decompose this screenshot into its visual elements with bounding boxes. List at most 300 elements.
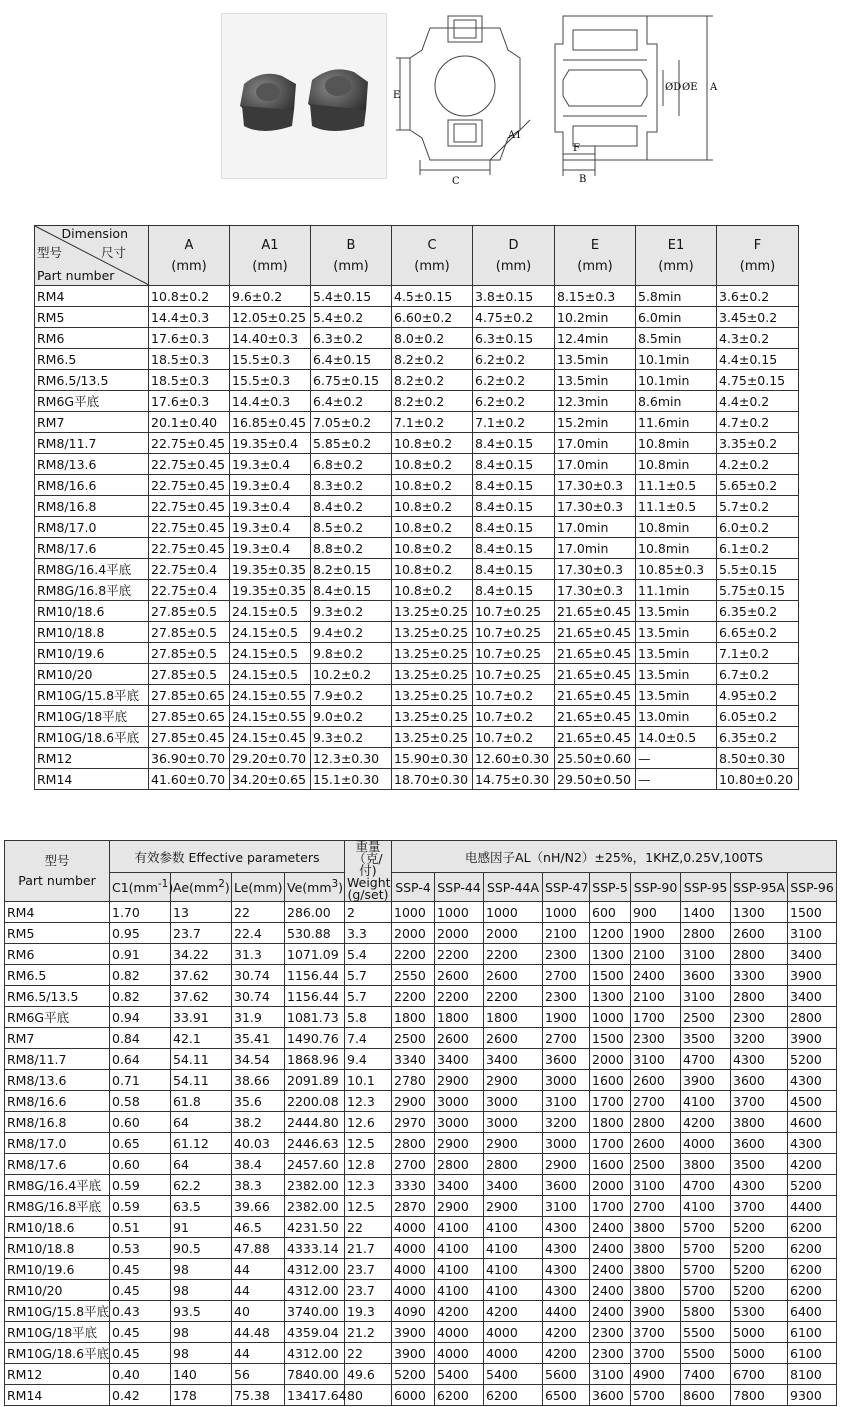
param-cell: 4200: [543, 1322, 590, 1343]
param-cell: 1300: [590, 986, 631, 1007]
param-cell: 4100: [484, 1217, 543, 1238]
dimension-cell: 6.2±0.2: [473, 349, 555, 370]
dimension-cell: 6.0min: [636, 307, 717, 328]
dimension-cell: 8.5±0.2: [311, 517, 392, 538]
dimension-cell: 17.30±0.3: [555, 559, 636, 580]
dimension-cell: 10.8min: [636, 433, 717, 454]
dim-col-unit: (mm): [333, 258, 369, 274]
param-cell: 13: [171, 902, 232, 923]
param-cell: 2444.80: [285, 1112, 345, 1133]
param-cell: 0.60: [110, 1112, 171, 1133]
param-cell: 2600: [631, 1133, 681, 1154]
param-cell: 0.51: [110, 1217, 171, 1238]
dimension-cell: 11.1min: [636, 580, 717, 601]
table-row: [5, 1364, 837, 1385]
dimension-cell: 24.15±0.55: [230, 685, 311, 706]
param-cell: 3600: [731, 1070, 788, 1091]
dim-col-letter: F: [753, 237, 762, 253]
dim-col-letter: A1: [261, 237, 279, 253]
table-row: [35, 328, 799, 349]
param-cell: 3330: [392, 1175, 435, 1196]
table-row: [5, 944, 837, 965]
part-number-cell: RM10/19.6: [5, 1259, 110, 1280]
param-cell: 49.6: [345, 1364, 392, 1385]
param-cell: 0.82: [110, 986, 171, 1007]
c1-header: [110, 873, 174, 902]
ve-label: Ve(mm: [287, 880, 332, 896]
table-row: [5, 965, 837, 986]
param-cell: 3340: [392, 1049, 435, 1070]
param-cell: 1800: [590, 1112, 631, 1133]
label-e: E: [393, 90, 401, 101]
size-cn-label: 尺寸: [100, 245, 126, 260]
dimension-cell: 4.5±0.15: [392, 286, 473, 307]
dimension-cell: 10.85±0.3: [636, 559, 717, 580]
dimension-cell: 17.0min: [555, 538, 636, 559]
param-cell: 0.42: [110, 1385, 171, 1406]
dimension-cell: 14.40±0.3: [230, 328, 311, 349]
param-cell: 4231.50: [285, 1217, 345, 1238]
param-cell: 98: [171, 1322, 232, 1343]
param-cell: 12.6: [345, 1112, 392, 1133]
param-cell: 5.7: [345, 986, 392, 1007]
param-cell: 2200: [392, 986, 435, 1007]
param-cell: 1500: [788, 902, 837, 923]
dim-col-unit: (mm): [577, 258, 613, 274]
param-cell: 3100: [631, 1175, 681, 1196]
part-number-cell: RM10/18.8: [5, 1238, 110, 1259]
param-cell: 44: [232, 1280, 285, 1301]
dimension-cell: 8.4±0.15: [473, 454, 555, 475]
param-cell: 2400: [590, 1280, 631, 1301]
dimension-cell: 21.65±0.45: [555, 601, 636, 622]
dimension-cell: 7.1±0.2: [392, 412, 473, 433]
param-cell: 75.38: [232, 1385, 285, 1406]
param-cell: 2446.63: [285, 1133, 345, 1154]
param-cell: 2900: [484, 1070, 543, 1091]
dimension-cell: 6.60±0.2: [392, 307, 473, 328]
param-cell: 4312.00: [285, 1343, 345, 1364]
dimension-cell: 5.8min: [636, 286, 717, 307]
table-row: [35, 433, 799, 454]
dimension-cell: 22.75±0.45: [149, 433, 230, 454]
dim-col-header: [392, 226, 473, 286]
param-cell: 4300: [788, 1133, 837, 1154]
param-cell: 3000: [484, 1112, 543, 1133]
dimension-cell: 21.65±0.45: [555, 706, 636, 727]
dimension-cell: 6.3±0.2: [311, 328, 392, 349]
param-cell: 3740.00: [285, 1301, 345, 1322]
param-cell: 2400: [590, 1217, 631, 1238]
part-number-cell: RM10G/18.6平底: [35, 727, 149, 748]
param-cell: 1700: [590, 1091, 631, 1112]
param-cell: 3900: [681, 1070, 731, 1091]
param-cell: 2500: [631, 1154, 681, 1175]
part-number-cell: RM10/20: [35, 664, 149, 685]
param-cell: 6500: [543, 1385, 590, 1406]
dimension-cell: 8.50±0.30: [717, 748, 799, 769]
param-cell: 7840.00: [285, 1364, 345, 1385]
param-cell: 9.4: [345, 1049, 392, 1070]
dimension-cell: 6.3±0.15: [473, 328, 555, 349]
param-cell: 1600: [590, 1070, 631, 1091]
dimension-cell: 17.6±0.3: [149, 391, 230, 412]
dimension-cell: 8.2±0.2: [392, 370, 473, 391]
param-cell: 2870: [392, 1196, 435, 1217]
dimension-cell: 13.25±0.25: [392, 706, 473, 727]
param-cell: 39.66: [232, 1196, 285, 1217]
param-cell: 33.91: [171, 1007, 232, 1028]
param-cell: 4200: [788, 1154, 837, 1175]
dimension-cell: 4.2±0.2: [717, 454, 799, 475]
param-cell: 4359.04: [285, 1322, 345, 1343]
part-number-cell: RM10/18.6: [5, 1217, 110, 1238]
param-cell: 22.4: [232, 923, 285, 944]
param-cell: 1900: [631, 923, 681, 944]
param-cell: 2300: [590, 1322, 631, 1343]
param-cell: 5400: [484, 1364, 543, 1385]
dimension-cell: 19.3±0.4: [230, 517, 311, 538]
table-row: [35, 727, 799, 748]
table-row: [5, 1238, 837, 1259]
param-cell: 2600: [731, 923, 788, 944]
param-cell: 1800: [484, 1007, 543, 1028]
param-cell: 10.1: [345, 1070, 392, 1091]
param-cell: 23.7: [345, 1259, 392, 1280]
param-cell: 2400: [590, 1238, 631, 1259]
dimension-cell: 10.8min: [636, 454, 717, 475]
part-number-cell: RM7: [5, 1028, 110, 1049]
param-cell: 5200: [731, 1238, 788, 1259]
dimension-cell: 14.4±0.3: [230, 391, 311, 412]
label-c: C: [452, 176, 460, 187]
param-cell: 6000: [392, 1385, 435, 1406]
dim-col-unit: (mm): [252, 258, 288, 274]
param-cell: 3600: [681, 965, 731, 986]
param-cell: 21.2: [345, 1322, 392, 1343]
ae-header: [171, 873, 232, 902]
part-number-cell: RM6: [5, 944, 110, 965]
param-cell: 3900: [788, 1028, 837, 1049]
param-cell: 4300: [543, 1217, 590, 1238]
param-cell: 7400: [681, 1364, 731, 1385]
param-cell: 286.00: [285, 902, 345, 923]
param-cell: 600: [590, 902, 631, 923]
table-row: [35, 538, 799, 559]
param-cell: 12.8: [345, 1154, 392, 1175]
table-row: [5, 1070, 837, 1091]
param-cell: 2800: [392, 1133, 435, 1154]
param-cell: 1000: [590, 1007, 631, 1028]
param-cell: 3000: [435, 1112, 484, 1133]
al-col-header: SSP-95A: [731, 873, 788, 902]
al-col-header: SSP-44A: [484, 873, 543, 902]
top-view-drawing: [390, 10, 540, 188]
param-cell: 34.22: [171, 944, 232, 965]
param-cell: 4000: [392, 1280, 435, 1301]
param-cell: 2200: [392, 944, 435, 965]
param-cell: 4300: [543, 1280, 590, 1301]
param-cell: 2700: [543, 1028, 590, 1049]
dimension-cell: 10.2min: [555, 307, 636, 328]
part-number-cell: RM6.5: [5, 965, 110, 986]
param-cell: 4312.00: [285, 1259, 345, 1280]
param-cell: 2800: [484, 1154, 543, 1175]
param-cell: 31.3: [232, 944, 285, 965]
dimension-cell: 10.8min: [636, 538, 717, 559]
dimension-cell: 13.5min: [636, 601, 717, 622]
param-cell: 3800: [731, 1112, 788, 1133]
ve-exp: 3: [331, 878, 339, 891]
param-cell: 1400: [681, 902, 731, 923]
dimension-cell: 8.4±0.15: [473, 538, 555, 559]
param-cell: 1156.44: [285, 986, 345, 1007]
param-cell: 38.2: [232, 1112, 285, 1133]
dimension-cell: 8.6min: [636, 391, 717, 412]
param-cell: 3600: [590, 1385, 631, 1406]
weight-unit-label: (g/set): [347, 887, 389, 902]
param-cell: 31.9: [232, 1007, 285, 1028]
param-cell: 2382.00: [285, 1175, 345, 1196]
param-cell: 3700: [631, 1343, 681, 1364]
model-header: [5, 841, 110, 902]
part-number-label: Part number: [37, 268, 115, 283]
param-cell: 0.59: [110, 1175, 171, 1196]
param-cell: 44.48: [232, 1322, 285, 1343]
dimension-cell: 13.5min: [636, 685, 717, 706]
param-cell: 3100: [681, 986, 731, 1007]
dimension-cell: 8.4±0.15: [311, 580, 392, 601]
table-row: [35, 307, 799, 328]
table-row: [5, 1385, 837, 1406]
dim-col-letter: C: [427, 237, 437, 253]
table-row: [35, 685, 799, 706]
part-number-cell: RM4: [5, 902, 110, 923]
table-row: [5, 1217, 837, 1238]
param-cell: 42.1: [171, 1028, 232, 1049]
param-cell: 6200: [788, 1280, 837, 1301]
al-col-header: SSP-5: [590, 873, 631, 902]
dimension-cell: 5.75±0.15: [717, 580, 799, 601]
dimension-cell: 6.05±0.2: [717, 706, 799, 727]
param-cell: 2780: [392, 1070, 435, 1091]
dim-col-header: [555, 226, 636, 286]
dimension-cell: 24.15±0.5: [230, 643, 311, 664]
label-e-dia: ØE: [682, 82, 698, 93]
param-cell: 3100: [590, 1364, 631, 1385]
part-number-cell: RM8/16.6: [35, 475, 149, 496]
table-row: [35, 475, 799, 496]
part-number-cell: RM6.5/13.5: [5, 986, 110, 1007]
dimension-cell: 19.3±0.4: [230, 475, 311, 496]
dimension-cell: 4.7±0.2: [717, 412, 799, 433]
dimension-cell: 17.30±0.3: [555, 475, 636, 496]
label-a1: A1: [508, 130, 522, 141]
dimension-cell: 6.35±0.2: [717, 727, 799, 748]
param-cell: 2800: [631, 1112, 681, 1133]
param-cell: 2800: [731, 944, 788, 965]
param-cell: 3900: [631, 1301, 681, 1322]
dimension-cell: 13.25±0.25: [392, 622, 473, 643]
dimension-cell: 19.35±0.35: [230, 580, 311, 601]
param-cell: 2400: [631, 965, 681, 986]
dimension-cell: 12.3±0.30: [311, 748, 392, 769]
param-cell: 5200: [788, 1049, 837, 1070]
param-cell: 1490.76: [285, 1028, 345, 1049]
param-cell: 3500: [681, 1028, 731, 1049]
param-cell: 3800: [631, 1238, 681, 1259]
table-row: [35, 454, 799, 475]
param-cell: 0.94: [110, 1007, 171, 1028]
param-cell: 5700: [681, 1217, 731, 1238]
dimension-cell: 19.3±0.4: [230, 496, 311, 517]
param-cell: 2700: [392, 1154, 435, 1175]
param-cell: 0.40: [110, 1364, 171, 1385]
dimension-cell: 21.65±0.45: [555, 727, 636, 748]
dimension-cell: 9.0±0.2: [311, 706, 392, 727]
param-cell: 47.88: [232, 1238, 285, 1259]
weight-en-label: Weight: [347, 875, 391, 890]
part-number-cell: RM8G/16.4平底: [35, 559, 149, 580]
dimension-cell: 6.2±0.2: [473, 391, 555, 412]
al-col-header: SSP-4: [392, 873, 435, 902]
dimension-cell: 27.85±0.5: [149, 643, 230, 664]
param-cell: 6100: [788, 1322, 837, 1343]
label-b: B: [579, 174, 587, 185]
part-number-cell: RM10G/18.6平底: [5, 1343, 110, 1364]
param-cell: 4300: [543, 1238, 590, 1259]
dimension-cell: 24.15±0.45: [230, 727, 311, 748]
table-row: [35, 286, 799, 307]
param-cell: 5400: [435, 1364, 484, 1385]
param-cell: 3600: [731, 1133, 788, 1154]
dimension-cell: 9.3±0.2: [311, 727, 392, 748]
param-cell: 3000: [435, 1091, 484, 1112]
part-number-cell: RM10G/15.8平底: [35, 685, 149, 706]
dimension-cell: 9.3±0.2: [311, 601, 392, 622]
dim-col-letter: E: [590, 237, 600, 253]
param-cell: 3400: [484, 1049, 543, 1070]
effective-params-header: 有效参数 Effective parameters: [110, 841, 345, 873]
param-cell: 23.7: [345, 1280, 392, 1301]
dimension-cell: 5.7±0.2: [717, 496, 799, 517]
dimension-cell: 5.4±0.2: [311, 307, 392, 328]
dimension-cell: 13.5min: [555, 370, 636, 391]
param-cell: 3100: [788, 923, 837, 944]
dimension-cell: 18.5±0.3: [149, 370, 230, 391]
dimension-cell: 21.65±0.45: [555, 643, 636, 664]
param-cell: 4300: [731, 1049, 788, 1070]
dimension-cell: 17.0min: [555, 433, 636, 454]
table-row: [5, 1112, 837, 1133]
dimension-cell: 18.70±0.30: [392, 769, 473, 790]
param-cell: 6100: [788, 1343, 837, 1364]
param-cell: 12.3: [345, 1091, 392, 1112]
param-cell: 4000: [435, 1343, 484, 1364]
table-row: [5, 986, 837, 1007]
part-number-cell: RM8G/16.4平底: [5, 1175, 110, 1196]
param-cell: 1300: [590, 944, 631, 965]
param-cell: 1900: [543, 1007, 590, 1028]
part-number-cell: RM8G/16.8平底: [35, 580, 149, 601]
dimension-cell: 24.15±0.5: [230, 622, 311, 643]
param-cell: 3100: [543, 1196, 590, 1217]
param-cell: 4333.14: [285, 1238, 345, 1259]
dimension-cell: 13.25±0.25: [392, 643, 473, 664]
param-cell: 98: [171, 1343, 232, 1364]
part-number-cell: RM5: [35, 307, 149, 328]
dimension-cell: 22.75±0.45: [149, 538, 230, 559]
part-number-cell: RM6.5/13.5: [35, 370, 149, 391]
param-cell: 9300: [788, 1385, 837, 1406]
param-cell: 22: [345, 1343, 392, 1364]
param-cell: 3100: [681, 944, 731, 965]
part-number-cell: RM8/16.8: [5, 1112, 110, 1133]
dim-col-unit: (mm): [171, 258, 207, 274]
param-cell: 5700: [681, 1259, 731, 1280]
param-cell: 4100: [484, 1259, 543, 1280]
param-cell: 1000: [484, 902, 543, 923]
dimension-cell: 8.0±0.2: [392, 328, 473, 349]
param-cell: 2600: [484, 965, 543, 986]
part-number-cell: RM6: [35, 328, 149, 349]
dimension-cell: 6.7±0.2: [717, 664, 799, 685]
param-cell: 5200: [731, 1280, 788, 1301]
param-cell: 4000: [484, 1343, 543, 1364]
param-cell: 2900: [435, 1196, 484, 1217]
dimension-cell: 12.3min: [555, 391, 636, 412]
table-row: [5, 1322, 837, 1343]
dimension-cell: 18.5±0.3: [149, 349, 230, 370]
dimension-cell: 12.4min: [555, 328, 636, 349]
dimension-cell: 22.75±0.45: [149, 496, 230, 517]
param-cell: 5200: [731, 1259, 788, 1280]
al-col-header: SSP-90: [631, 873, 681, 902]
param-cell: 38.4: [232, 1154, 285, 1175]
table-row: [5, 902, 837, 923]
dimension-cell: 27.85±0.5: [149, 664, 230, 685]
param-cell: 0.84: [110, 1028, 171, 1049]
param-cell: 1700: [590, 1133, 631, 1154]
param-cell: 2900: [435, 1070, 484, 1091]
dimension-cell: 41.60±0.70: [149, 769, 230, 790]
param-cell: 5500: [681, 1343, 731, 1364]
param-cell: 5800: [681, 1301, 731, 1322]
param-cell: 3600: [543, 1049, 590, 1070]
part-number-cell: RM7: [35, 412, 149, 433]
c1-close: ): [168, 880, 174, 896]
dimension-cell: 13.25±0.25: [392, 685, 473, 706]
param-cell: 4100: [681, 1091, 731, 1112]
table-row: [35, 391, 799, 412]
part-number-cell: RM6G平底: [5, 1007, 110, 1028]
dimension-cell: 7.1±0.2: [473, 412, 555, 433]
dimension-cell: 12.60±0.30: [473, 748, 555, 769]
table-row: [35, 370, 799, 391]
dimension-cell: 7.9±0.2: [311, 685, 392, 706]
dimension-cell: 10.8±0.2: [392, 538, 473, 559]
dimension-cell: 15.2min: [555, 412, 636, 433]
param-cell: 178: [171, 1385, 232, 1406]
part-number-cell: RM8G/16.8平底: [5, 1196, 110, 1217]
dimension-cell: 10.80±0.20: [717, 769, 799, 790]
dimension-cell: 4.4±0.2: [717, 391, 799, 412]
dimension-cell: 8.2±0.2: [392, 391, 473, 412]
param-cell: 6200: [788, 1217, 837, 1238]
param-cell: 3200: [543, 1112, 590, 1133]
param-cell: 4300: [788, 1070, 837, 1091]
param-cell: 5700: [631, 1385, 681, 1406]
